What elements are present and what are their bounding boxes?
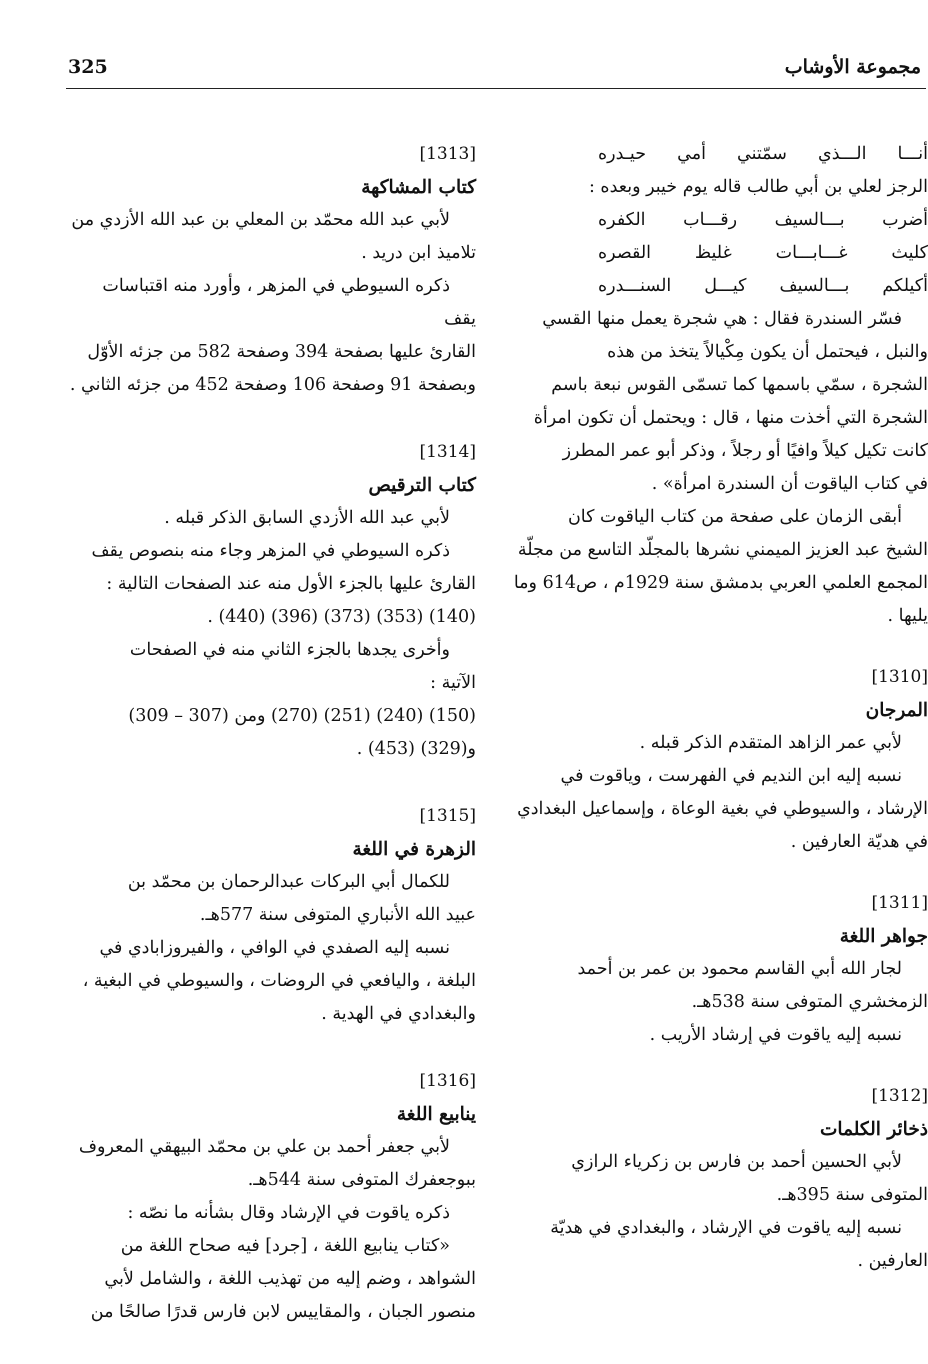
running-title: مجموعة الأوشاب [784,56,921,78]
entry-number: [1314] [419,442,476,462]
entry-text: والبغدادي في الهدية . [321,1004,476,1024]
entry-number: [1312] [871,1086,928,1106]
entry-text: القارئ عليها بصفحة 394 وصفحة 582 من جزئه الأوّل [87,342,476,362]
entry-text: البلغة ، واليافعي في الروضات ، والسيوطي في البغية ، [82,971,476,991]
entry-text: لأبي جعفر أحمد بن علي بن محمّد البيهقي المعروف [78,1137,450,1157]
entry-text: الإرشاد ، والسيوطي في بغية الوعاة ، وإسماعيل البغدادي [517,799,928,819]
entry-text: تلاميذ ابن دريد . [361,243,476,263]
entry-text: «كتاب ينابيع اللغة ، [جرد] فيه صحاح اللغة من [120,1236,450,1256]
entry-text: منصور الجبان ، والمقاييس لابن فارس قدرًا صالحًا من [90,1302,476,1322]
paragraph: يليها . [887,606,928,626]
entry-text: القارئ عليها بالجزء الأول منه عند الصفحات التالية : [106,574,476,594]
entry-text: (150) (240) (251) (270) ومن (307 – 309) [128,706,476,726]
entry-text: نسبه إليه ياقوت في إرشاد الأريب . [649,1025,902,1045]
entry-title: كتاب الترقيص [368,475,476,496]
entry-number: [1316] [419,1071,476,1091]
entry-number: [1315] [419,806,476,826]
entry-text: الزمخشري المتوفى سنة 538هـ. [691,992,928,1012]
right-column [498,138,928,1278]
entry-1314 [66,436,476,766]
entry-text: الآتية : [430,673,476,693]
paragraph: والنبل ، فيحتمل أن يكون مِكْيالاً يتخذ من هذه [607,342,928,362]
entry-1313 [66,138,476,402]
entry-title: جواهر اللغة [839,926,928,947]
entry-title: المرجان [865,700,928,721]
entry-1311 [498,887,928,1052]
paragraph: أبقى الزمان على صفحة من كتاب الياقوت كان [567,507,902,527]
entry-text: للكمال أبي البركات عبدالرحمان بن محمّد بن [127,872,450,892]
entry-number: [1311] [871,893,928,913]
entry-1312 [498,1080,928,1278]
entry-text: ذكره السيوطي في المزهر وجاء منه بنصوص يقف [91,541,450,561]
entry-text: العارفين . [857,1251,928,1271]
poem-line: أضرب بـــالسيف رقـــاب الكفره [598,210,928,230]
entry-text: و(329) (453) . [356,739,476,759]
entry-text: لأبي عمر الزاهد المتقدم الذكر قبله . [639,733,902,753]
header-rule [66,88,926,89]
paragraph: في كتاب الياقوت أن السندرة امرأة» . [651,474,928,494]
entry-text: لأبي عبد الله الأزدي السابق الذكر قبله . [164,508,450,528]
entry-text: ذكره ياقوت في الإرشاد وقال بشأنه ما نصّه : [127,1203,450,1223]
entry-number: [1310] [871,667,928,687]
paragraph: الشجرة ، سمّي باسمها كما تسمّى القوس نبعة باسم [551,375,928,395]
paragraph: الشيخ عبد العزيز الميمني نشرها بالمجلّد التاسع من مجلّة [517,540,928,560]
entry-text: ببوجعفرك المتوفى سنة 544هـ. [247,1170,476,1190]
entry-text: (140) (353) (373) (396) (440) . [207,607,476,627]
entry-text: نسبه إليه الصفدي في الوافي ، والفيروزابادي في [99,938,450,958]
paragraph: كانت تكيل كيلاً وافيًا أو رجلاً ، وذكر أبو عمر المطرز [562,441,928,461]
paragraph: فسّر السندرة فقال : هي شجرة يعمل منها القسي [542,309,902,329]
entry-text: وأخرى يجدها بالجزء الثاني منه في الصفحات [129,640,450,660]
entry-text: وبصفحة 91 وصفحة 106 وصفحة 452 من جزئه الثاني . [69,375,476,395]
entry-text: لأبي عبد الله محمّد بن المعلي بن عبد الله الأزدي من [71,210,450,230]
entry-title: كتاب المشاكهة [361,177,476,198]
left-column [66,138,476,1329]
entry-1315 [66,800,476,1031]
poem-intro: الرجز لعلي بن أبي طالب قاله يوم خيبر وبعده : [588,177,928,197]
entry-1316 [66,1065,476,1329]
entry-text: المتوفى سنة 395هـ. [776,1185,928,1205]
entry-text: لجار الله أبي القاسم محمود بن عمر بن أحمد [577,959,902,979]
page-number: 325 [68,56,108,78]
entry-text: ذكره السيوطي في المزهر ، وأورد منه اقتباسات يقف [102,276,476,329]
poem-line: أكيلكم بـــالسيف كيـــل السنـــدره [598,276,928,296]
poem-line: أنـــا الـــذي سمّتني أمي حيـدره [598,144,928,164]
entry-text: لأبي الحسين أحمد بن فارس بن زكرياء الرازي [571,1152,902,1172]
entry-title: الزهرة في اللغة [352,839,476,860]
entry-title: ينابيع اللغة [396,1104,476,1125]
entry-text: عبيد الله الأنباري المتوفى سنة 577هـ. [199,905,476,925]
entry-text: نسبه إليه ابن النديم في الفهرست ، وياقوت في [560,766,902,786]
entry-text: نسبه إليه ياقوت في الإرشاد ، والبغدادي في هديّة [550,1218,902,1238]
entry-1310 [498,661,928,859]
paragraph: المجمع العلمي العربي بدمشق سنة 1929م ، ص614 وما [513,573,928,593]
poem-line: كليث غـــابـــات غليظ القصره [598,243,928,263]
entry-text: في هديّة العارفين . [790,832,928,852]
entry-number: [1313] [419,144,476,164]
paragraph: الشجرة التي أخذت منها ، قال : ويحتمل أن تكون امرأة [533,408,928,428]
entry-text: الشواهد ، وضم إليه من تهذيب اللغة ، والشامل لأبي [104,1269,476,1289]
entry-title: ذخائر الكلمات [820,1119,928,1140]
